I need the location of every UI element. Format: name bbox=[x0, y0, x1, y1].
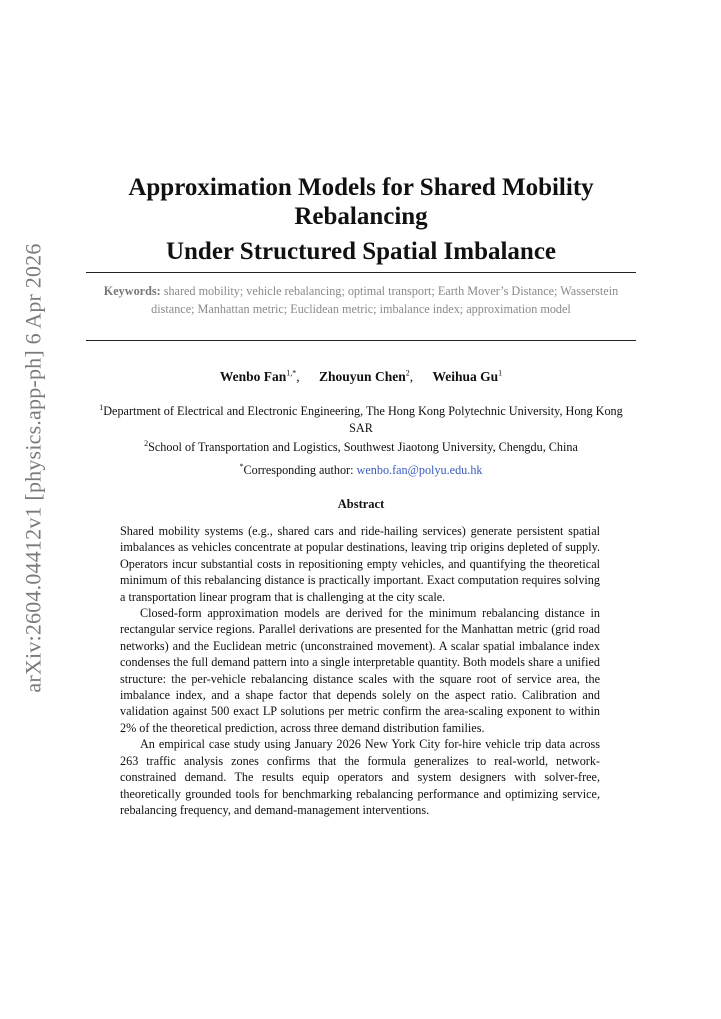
keywords-rule-bottom bbox=[86, 340, 636, 341]
keywords-label: Keywords: bbox=[103, 284, 161, 298]
affiliations bbox=[86, 400, 636, 478]
title-rule-top bbox=[86, 272, 636, 273]
paper-title-block bbox=[86, 173, 636, 266]
affiliation: $^2$School of Transportation and Logistics, Southwest Jiaotong University, Chengdu, China bbox=[144, 439, 578, 455]
arxiv-identifier: arXiv:2604.04412v1 [physics.app-ph] 6 Apr 2026 bbox=[21, 243, 46, 693]
keywords-block bbox=[88, 283, 634, 318]
author: Zhouyun Chen$^2$, bbox=[319, 368, 414, 384]
arxiv-sidebar-stamp bbox=[19, 243, 49, 693]
abstract-paragraph: Closed-form approximation models are derived for the minimum rebalancing distance in rectangular service regions. Parallel derivations are presented for the Manhattan metric (grid road networks) and the Euclidean metric (unconstrained movement). A scalar spatial imbalance index condenses the full demand pattern into a single interpretable quantity. Both models share a unified structure: the per-vehicle rebalancing distance scales with the square root of service area, the imbalance index, and a shape factor that depends solely on the aspect ratio. Calibration and validation against 500 exact LP solutions per metric confirm the area-scaling exponent to within 2% of the theoretical prediction, across three demand distribution families. bbox=[120, 606, 600, 735]
abstract-heading: Abstract bbox=[337, 497, 385, 511]
affiliation: $^1$Department of Electrical and Electronic Engineering, The Hong Kong Polytechnic University, Hong Kong SAR bbox=[99, 403, 623, 435]
abstract-body bbox=[120, 523, 600, 818]
paper-title-line-1: Approximation Models for Shared Mobility bbox=[128, 174, 594, 201]
abstract-paragraph: Shared mobility systems (e.g., shared cars and ride-hailing services) generate persistent spatial imbalances as vehicles concentrate at popular destinations, leaving trip origins depleted of supply. Operators incur substantial costs in repositioning empty vehicles, and quantifying the theoretical minimum of this rebalancing distance is practically important. Exact computation requires solving a transportation linear program that is challenging at the city scale. bbox=[120, 524, 600, 604]
keywords-text: shared mobility; vehicle rebalancing; optimal transport; Earth Mover’s Distance; Wasserstein distance; Manhattan metric; Euclidean metric; imbalance index; approximation model bbox=[151, 284, 619, 316]
author-list bbox=[86, 368, 636, 385]
abstract-paragraph: An empirical case study using January 2026 New York City for-hire vehicle trip data across 263 traffic analysis zones confirms that the formula generalizes to real-world, network-constrained demand. The results equip operators and system designers with solver-free, theoretically grounded tools for benchmarking rebalancing performance and optimizing service, rebalancing frequency, and demand-management interventions. bbox=[120, 737, 600, 817]
paper-title-line-2: Rebalancing bbox=[294, 203, 428, 230]
author: Wenbo Fan$^{1,*}$, bbox=[219, 368, 300, 384]
author: Weihua Gu$^1$ bbox=[432, 368, 503, 384]
corresponding-email-link[interactable]: wenbo.fan@polyu.edu.hk bbox=[356, 462, 483, 477]
paper-subtitle: Under Structured Spatial Imbalance bbox=[165, 238, 557, 265]
corresponding-author: *Corresponding author: wenbo.fan@polyu.edu.hk bbox=[239, 461, 483, 477]
